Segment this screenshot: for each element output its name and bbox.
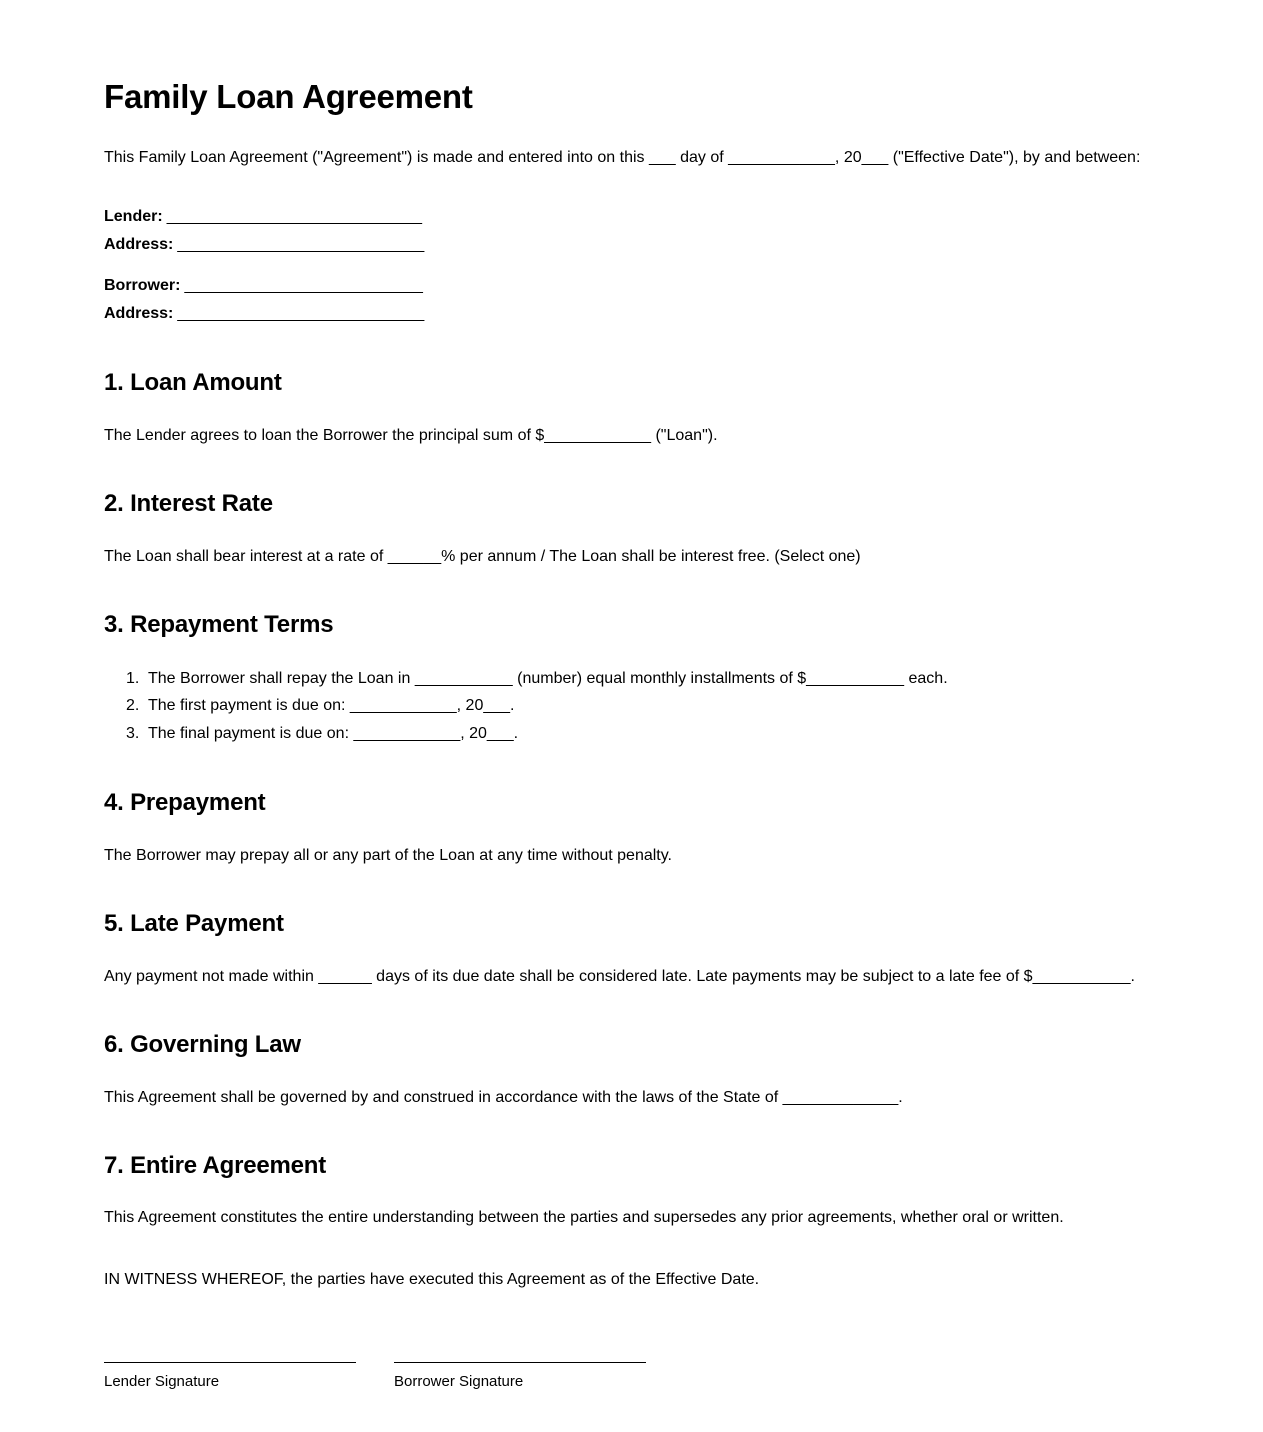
list-item [104,721,1143,747]
lender-signature-label: Lender Signature [104,1373,220,1391]
section-body-governing-law: This Agreement shall be governed by and construed in accordance with the laws of the State of _____________. [104,1088,903,1106]
witness-clause: IN WITNESS WHEREOF, the parties have executed this Agreement as of the Effective Date. [104,1271,760,1289]
section-body-entire-agreement: This Agreement constitutes the entire understanding between the parties and supersedes any prior agreements, whether oral or written. [104,1209,1064,1227]
section-body-late-payment: Any payment not made within ______ days of its due date shall be considered late. Late payments may be subject to a late fee of $___________. [104,967,1135,985]
section-heading-entire-agreement: 7. Entire Agreement [104,1151,327,1179]
borrower-label: Borrower: [104,277,181,295]
section-heading-governing-law: 6. Governing Law [104,1030,301,1058]
list-item [104,666,1143,692]
section-body-prepayment: The Borrower may prepay all or any part of the Loan at any time without penalty. [104,847,672,865]
borrower-signature-column [394,1362,646,1392]
lender-address-label: Address: [104,235,174,253]
signature-block [104,1362,1143,1392]
section-heading-prepayment: 4. Prepayment [104,789,266,817]
lender-address-line [104,231,1143,259]
borrower-address-blank[interactable]: _____________________________ [173,304,424,322]
section-body-interest-rate: The Loan shall bear interest at a rate of ______% per annum / The Loan shall be interest free. (Select one) [104,547,861,565]
section-heading-loan-amount: 1. Loan Amount [104,369,282,397]
parties-spacer [104,258,1143,272]
borrower-address-line [104,300,1143,328]
borrower-signature-label: Borrower Signature [394,1373,524,1391]
list-item-number: 3. [126,725,140,743]
intro-paragraph: This Family Loan Agreement ("Agreement") is made and entered into on this ___ day of ____________, 20___ ("Effective Date"), by and between: [104,148,1141,166]
borrower-blank[interactable]: ____________________________ [180,277,423,295]
section-heading-repayment-terms: 3. Repayment Terms [104,610,334,638]
borrower-line [104,272,1143,300]
lender-label: Lender: [104,208,163,226]
borrower-address-label: Address: [104,304,174,322]
lender-line [104,203,1143,231]
lender-signature-column [104,1362,356,1392]
list-item [104,693,1143,719]
section-heading-interest-rate: 2. Interest Rate [104,489,273,517]
list-item-text: The first payment is due on: ____________, 20___. [148,697,515,715]
lender-address-blank[interactable]: _____________________________ [173,235,424,253]
section-body-loan-amount: The Lender agrees to loan the Borrower the principal sum of $____________ ("Loan"). [104,426,718,444]
parties-block [104,203,1143,327]
list-item-number: 2. [126,697,140,715]
list-item-number: 1. [126,669,140,687]
repayment-terms-list [104,666,1143,748]
lender-blank[interactable]: ______________________________ [162,208,422,226]
list-item-text: The final payment is due on: ____________, 20___. [148,725,519,743]
page-title: Family Loan Agreement [104,78,473,115]
borrower-signature-line[interactable] [394,1362,646,1363]
list-item-text: The Borrower shall repay the Loan in ___________ (number) equal monthly installments of $___________ each. [148,669,948,687]
lender-signature-line[interactable] [104,1362,356,1363]
section-heading-late-payment: 5. Late Payment [104,910,284,938]
